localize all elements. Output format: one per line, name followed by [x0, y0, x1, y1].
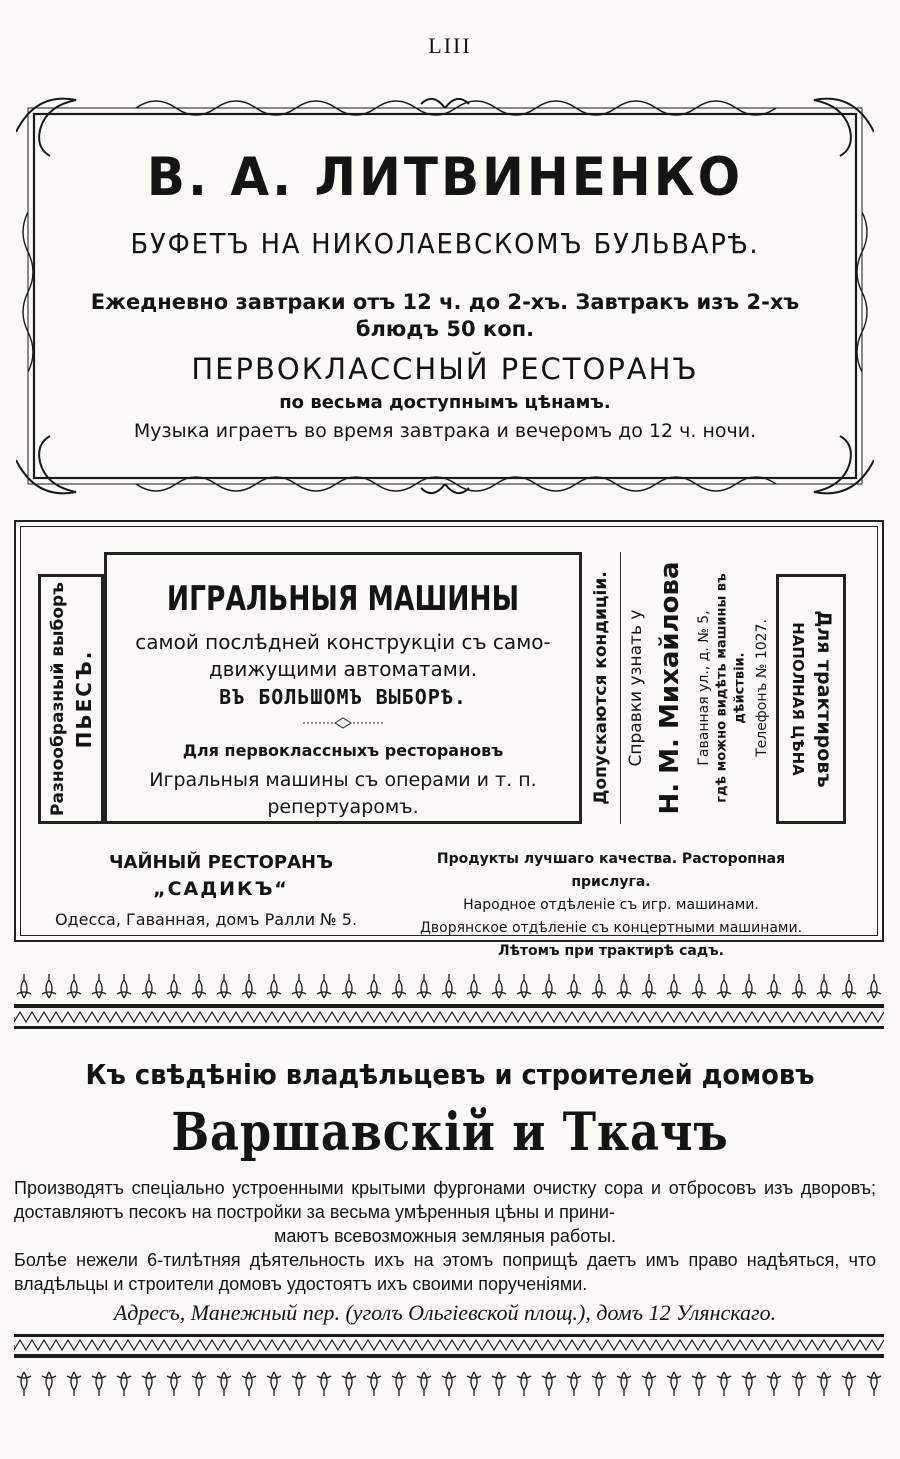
- border-motif: [342, 974, 356, 998]
- border-motif: [742, 1372, 756, 1396]
- border-motif: [517, 1372, 531, 1396]
- tea-restaurant-name: „САДИКЪ“: [153, 878, 289, 900]
- firm-address: Адресъ, Манежный пер. (уголъ Ольгіевской площ.), домъ 12 Улянскаго.: [113, 1300, 777, 1325]
- border-motif: [467, 1372, 481, 1396]
- border-motif: [267, 974, 281, 998]
- border-motif: [167, 1372, 181, 1396]
- border-motif: [567, 1372, 581, 1396]
- border-motif: [292, 974, 306, 998]
- lunch-info: [66, 289, 824, 343]
- border-motif: [292, 1372, 306, 1396]
- border-motif: [792, 1372, 806, 1396]
- paragraph-1-end: маютъ всевозможныя земляныя работы.: [273, 1226, 617, 1246]
- summer-line: Лѣтомъ при трактирѣ садъ.: [498, 943, 724, 959]
- border-motif: [117, 974, 131, 998]
- border-motif: [492, 974, 506, 998]
- ornamental-border-bottom: [14, 1332, 884, 1404]
- border-motif: [42, 974, 56, 998]
- border-motif: [767, 974, 781, 998]
- right-vertical-text-1: Для трактировъ: [813, 610, 835, 788]
- where-see-text: гдѣ можно видѣть машины въ: [714, 573, 730, 803]
- border-motif: [667, 974, 681, 998]
- for-restaurants-line: Для первоклассныхъ ресторановъ: [182, 741, 504, 760]
- border-motif: [142, 974, 156, 998]
- operas-info: [107, 767, 579, 821]
- border-motif: [367, 974, 381, 998]
- conditions-text: Допускаются кондиціи.: [591, 571, 611, 805]
- tea-restaurant-title: ЧАЙНЫЙ РЕСТОРАНЪ: [109, 852, 333, 873]
- paragraph-2: Болѣе нежели 6-тилѣтняя дѣятельность ихъ на этомъ поприщѣ даетъ имъ право надѣяться, что владѣльцы и строители домовъ удостоятъ ихъ своими порученіями.: [14, 1250, 876, 1294]
- border-motif: [692, 974, 706, 998]
- operas-line-1: Игральныя машины съ операми и т. п.: [149, 769, 537, 791]
- border-motif: [642, 974, 656, 998]
- left-vertical-text-2: ПЬЕСЪ.: [72, 649, 96, 749]
- border-motif: [542, 1372, 556, 1396]
- machines-description: [107, 629, 579, 683]
- border-motif: [392, 1372, 406, 1396]
- border-motif: [217, 974, 231, 998]
- border-motif: [67, 974, 81, 998]
- operas-line-2: репертуаромъ.: [267, 796, 419, 818]
- right-vertical-box: [776, 574, 846, 824]
- border-motif: [842, 974, 856, 998]
- page-number: LIII: [428, 33, 472, 58]
- border-motif: [342, 1372, 356, 1396]
- restaurant-heading: ПЕРВОКЛАССНЫЙ РЕСТОРАНЪ: [191, 352, 699, 386]
- ornamental-border-top: [14, 966, 884, 1038]
- border-motif: [742, 974, 756, 998]
- border-motif: [67, 1372, 81, 1396]
- street-text: Гаванная ул., д. № 5,: [696, 610, 712, 766]
- border-motif: [367, 1372, 381, 1396]
- border-motif: [617, 1372, 631, 1396]
- noble-dept-line: Дворянское отдѣленіе съ концертными машинами.: [419, 920, 803, 936]
- border-motif: [117, 1372, 131, 1396]
- border-motif: [242, 1372, 256, 1396]
- border-motif: [617, 974, 631, 998]
- owner-name: В. А. ЛИТВИНЕНКО: [146, 146, 744, 208]
- border-motif: [867, 974, 881, 998]
- border-motif: [192, 1372, 206, 1396]
- person-name: Н. М. Михайлова: [655, 561, 685, 815]
- border-motif: [167, 974, 181, 998]
- notice-heading: Къ свѣдѣнію владѣльцевъ и строителей домовъ: [85, 1058, 815, 1091]
- right-vertical-text-2: НАПОЛНАЯ ЦѢНА: [789, 622, 807, 776]
- border-motif: [817, 1372, 831, 1396]
- left-vertical-text-1: Разнообразный выборъ: [48, 582, 68, 816]
- gaming-machines-advertisement: [14, 520, 884, 959]
- border-motif: [867, 1372, 881, 1396]
- border-motif: [417, 974, 431, 998]
- border-motif: [192, 974, 206, 998]
- conditions-column: [582, 552, 621, 824]
- border-motif: [717, 974, 731, 998]
- big-choice-line: ВЪ БОЛЬШОМЪ ВЫБОРѢ.: [219, 685, 467, 709]
- separator-ornament: [303, 715, 383, 731]
- contact-columns: [582, 552, 776, 824]
- litvinenko-advertisement: [16, 92, 874, 500]
- border-motif: [667, 1372, 681, 1396]
- border-motif: [442, 1372, 456, 1396]
- lunch-line-1: Ежедневно завтраки отъ 12 ч. до 2-хъ. Завтракъ изъ 2-хъ: [90, 290, 800, 314]
- border-motif: [17, 1372, 31, 1396]
- desc-line-1: самой послѣдней конструкціи съ само-: [135, 630, 551, 654]
- border-motif: [592, 974, 606, 998]
- border-motif: [842, 1372, 856, 1396]
- border-motif: [817, 974, 831, 998]
- in-action-text: дѣйствіи.: [732, 652, 748, 724]
- border-motif: [392, 974, 406, 998]
- border-motif: [642, 1372, 656, 1396]
- border-motif: [417, 1372, 431, 1396]
- folk-dept-line: Народное отдѣленіе съ игр. машинами.: [463, 897, 759, 913]
- border-motif: [767, 1372, 781, 1396]
- prices-line: по весьма доступнымъ цѣнамъ.: [279, 392, 611, 413]
- border-motif: [92, 1372, 106, 1396]
- contact-info-column: [622, 552, 776, 824]
- border-motif: [542, 974, 556, 998]
- firm-name: Варшавскій и Ткачъ: [171, 1102, 729, 1163]
- border-motif: [442, 974, 456, 998]
- lunch-line-2: блюдъ 50 коп.: [355, 317, 535, 341]
- buffet-subtitle: БУФЕТЪ НА НИКОЛАЕВСКОМЪ БУЛЬВАРѢ.: [130, 227, 760, 260]
- border-motif: [717, 1372, 731, 1396]
- left-vertical-box: [38, 574, 104, 824]
- border-motif: [692, 1372, 706, 1396]
- border-motif: [567, 974, 581, 998]
- border-motif: [792, 974, 806, 998]
- border-motif: [242, 974, 256, 998]
- border-motif: [92, 974, 106, 998]
- border-motif: [267, 1372, 281, 1396]
- restaurant-features: [396, 848, 826, 963]
- desc-line-2: движущими автоматами.: [208, 657, 478, 681]
- main-machines-box: [104, 552, 582, 824]
- machines-title: ИГРАЛЬНЫЯ МАШИНЫ: [166, 579, 520, 619]
- inquiries-text: Справки узнать у: [626, 609, 646, 767]
- border-motif: [217, 1372, 231, 1396]
- firm-description: [14, 1176, 876, 1296]
- border-motif: [467, 974, 481, 998]
- tea-restaurant-address: Одесса, Гаванная, домъ Ралли № 5.: [54, 910, 358, 929]
- border-motif: [317, 1372, 331, 1396]
- border-motif: [492, 1372, 506, 1396]
- border-motif: [592, 1372, 606, 1396]
- phone-text: Телефонъ № 1027.: [754, 619, 770, 757]
- border-motif: [17, 974, 31, 998]
- border-motif: [42, 1372, 56, 1396]
- products-line: Продукты лучшаго качества. Расторопная прислуга.: [436, 851, 786, 890]
- paragraph-1: Производятъ спеціально устроенными крытыми фургонами очистку сора и отбросовъ изъ дворовъ; доставляютъ песокъ на постройки за весьма умѣренныя цѣны и прини-: [14, 1178, 876, 1222]
- border-motif: [317, 974, 331, 998]
- music-line: Музыка играетъ во время завтрака и вечеромъ до 12 ч. ночи.: [133, 420, 757, 442]
- border-motif: [517, 974, 531, 998]
- border-motif: [142, 1372, 156, 1396]
